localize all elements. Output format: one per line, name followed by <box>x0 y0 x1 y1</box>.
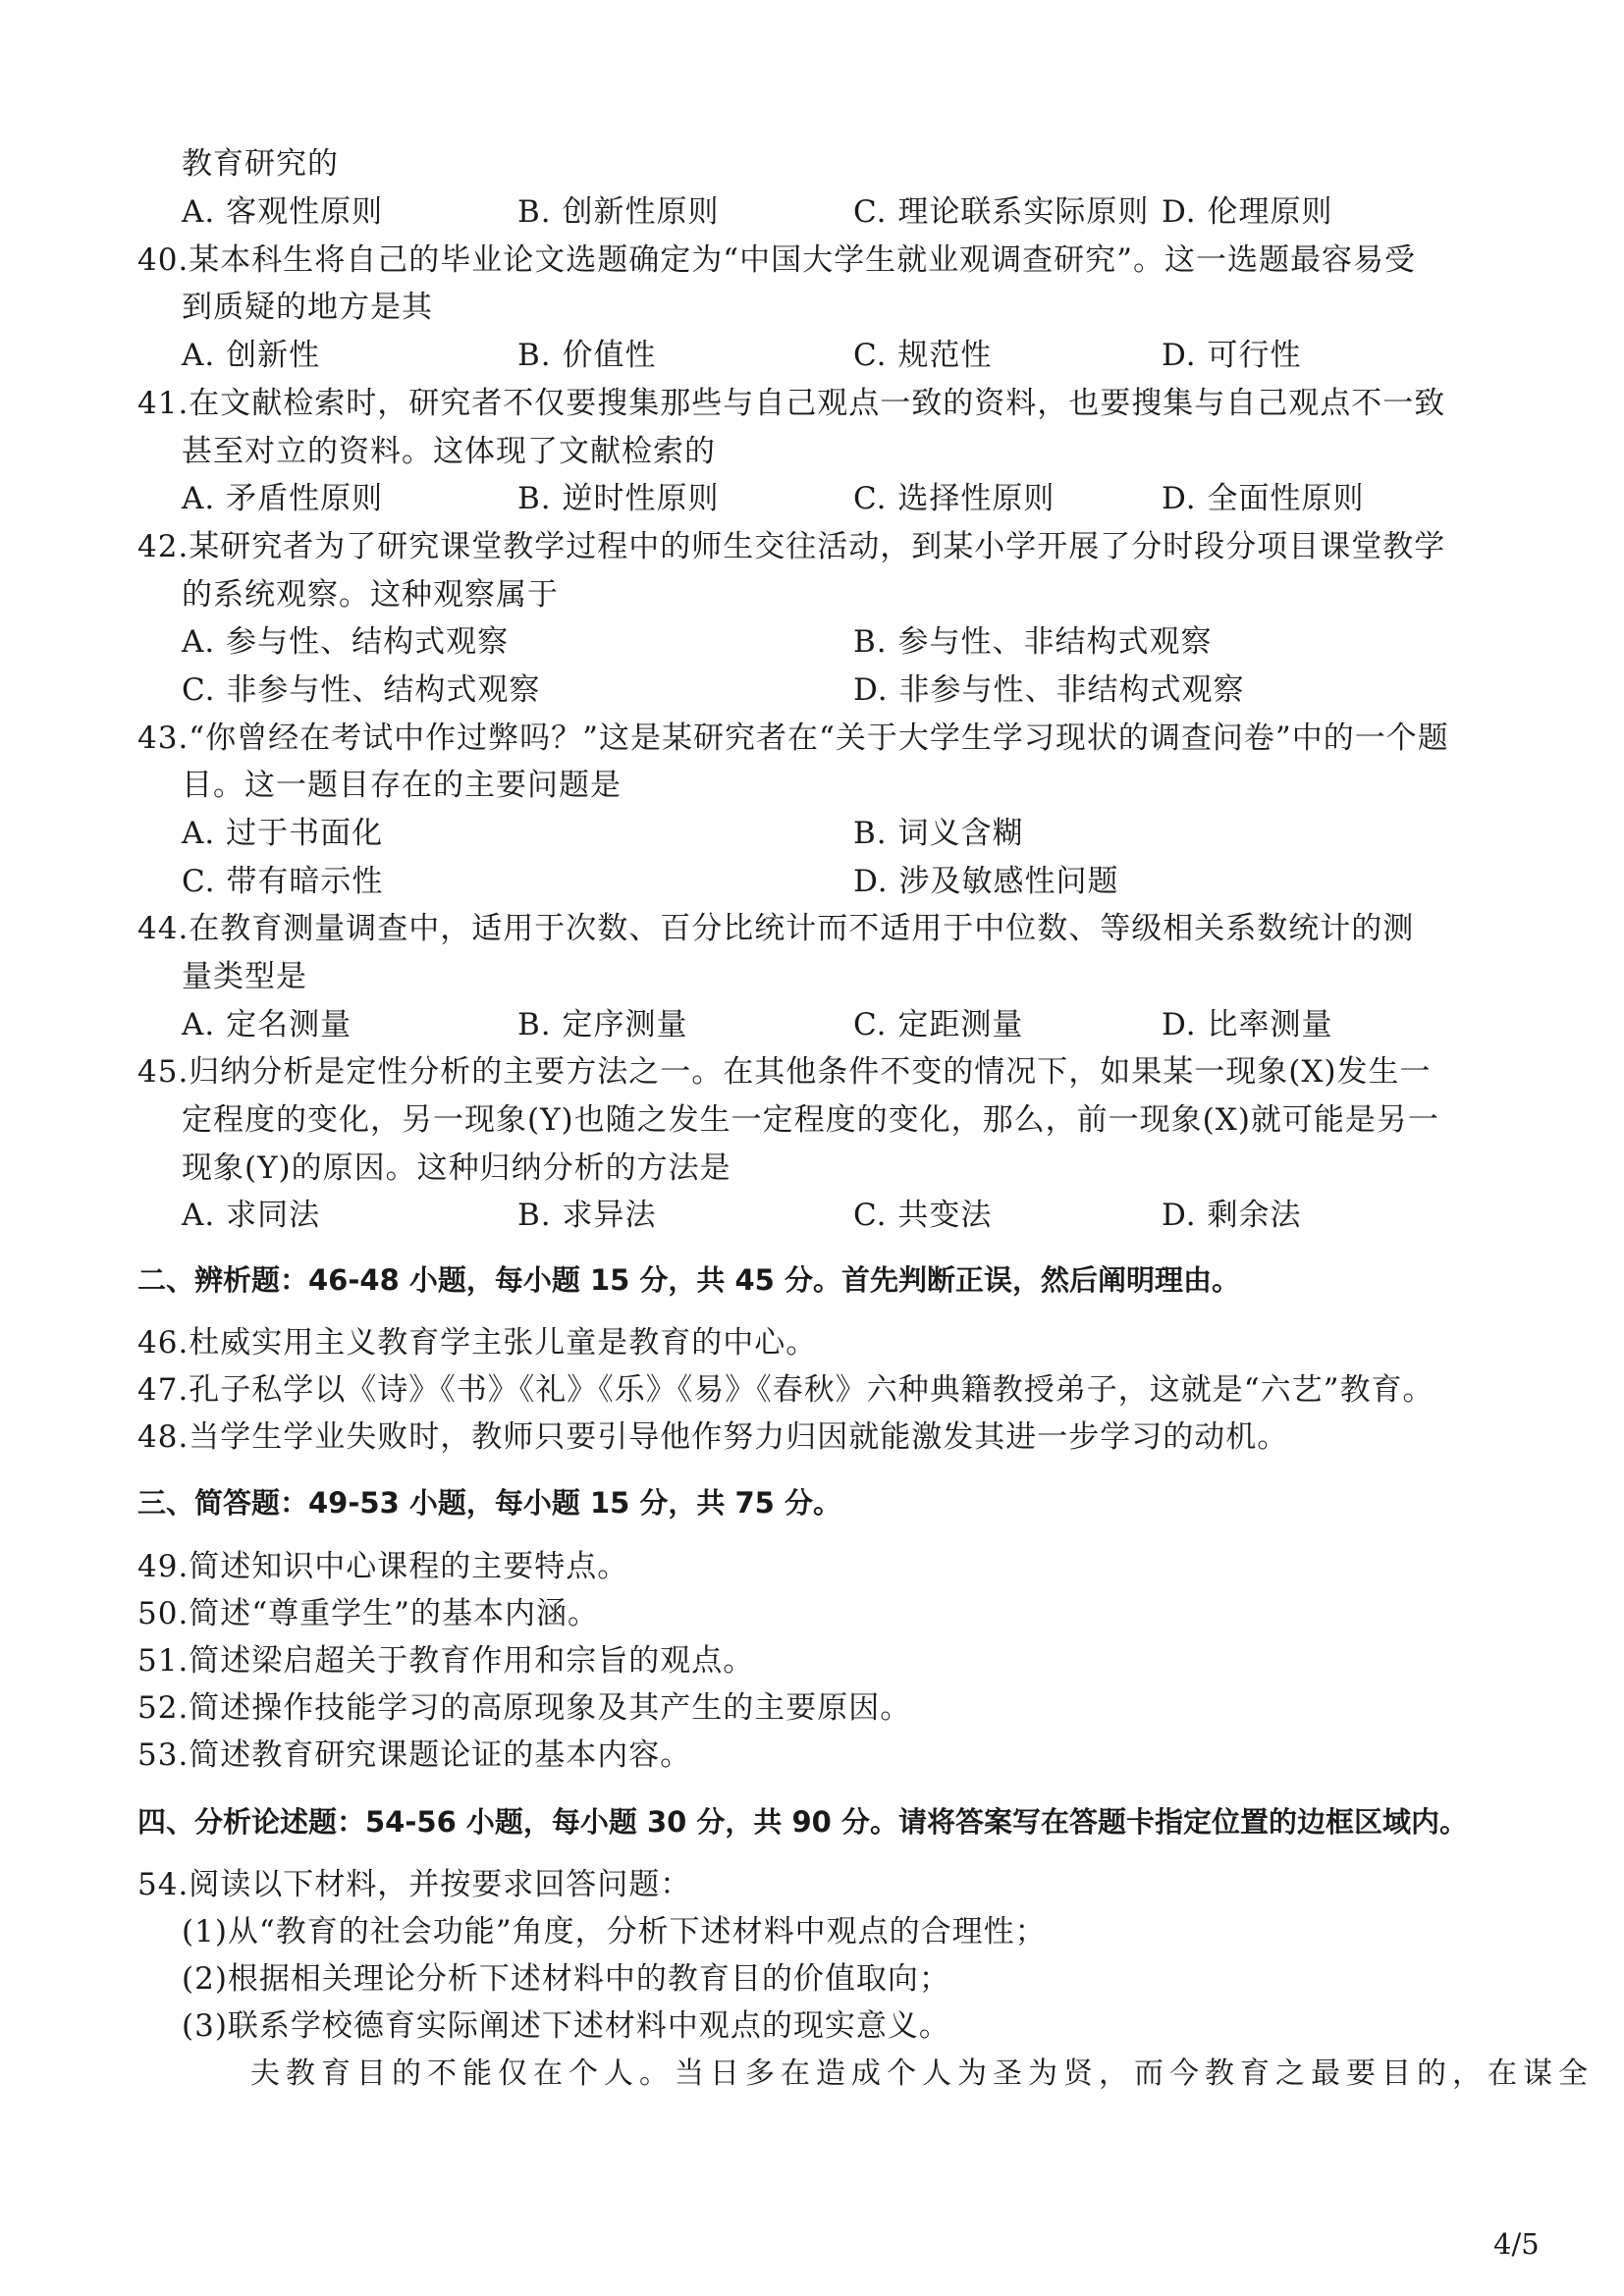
q54-part-3: (3)联系学校德育实际阐述下述材料中观点的现实意义。 <box>182 2008 950 2044</box>
q44-stem-line2: 量类型是 <box>182 959 307 994</box>
q43-option-b: B. 词义含糊 <box>853 816 1024 851</box>
q54-part-2: (2)根据相关理论分析下述材料中的教育目的价值取向； <box>182 1961 950 1997</box>
q42-stem-line2: 的系统观察。这种观察属于 <box>182 577 559 613</box>
q44-option-b: B. 定序测量 <box>517 1007 688 1042</box>
q39-stem-continuation: 教育研究的 <box>182 146 339 182</box>
q40-option-d: D. 可行性 <box>1162 338 1302 373</box>
q50-text: 50.简述“尊重学生”的基本内涵。 <box>137 1596 599 1631</box>
q45-option-c: C. 共变法 <box>853 1198 993 1233</box>
q43-option-c: C. 带有暗示性 <box>182 864 384 899</box>
q42-option-a: A. 参与性、结构式观察 <box>182 624 510 660</box>
q51-text: 51.简述梁启超关于教育作用和宗旨的观点。 <box>137 1643 755 1679</box>
q40-stem-line2: 到质疑的地方是其 <box>182 290 433 325</box>
q43-stem-line1: 43.“你曾经在考试中作过弊吗？”这是某研究者在“关于大学生学习现状的调查问卷”中的一个题 <box>137 721 1449 756</box>
q41-stem-line1: 41.在文献检索时，研究者不仅要搜集那些与自己观点一致的资料，也要搜集与自己观点不一致 <box>137 386 1446 421</box>
q41-stem-line2: 甚至对立的资料。这体现了文献检索的 <box>182 434 716 469</box>
q39-option-c: C. 理论联系实际原则 <box>853 194 1150 230</box>
q42-option-c: C. 非参与性、结构式观察 <box>182 672 541 708</box>
q44-option-d: D. 比率测量 <box>1162 1007 1333 1042</box>
section3-heading: 三、简答题：49-53 小题，每小题 15 分，共 75 分。 <box>137 1486 841 1520</box>
section2-heading: 二、辨析题：46-48 小题，每小题 15 分，共 45 分。首先判断正误，然后阐明理由。 <box>137 1263 1240 1297</box>
q40-option-c: C. 规范性 <box>853 338 993 373</box>
q45-option-b: B. 求异法 <box>517 1198 657 1233</box>
q45-option-d: D. 剩余法 <box>1162 1198 1302 1233</box>
q41-option-b: B. 逆时性原则 <box>517 481 720 516</box>
q54-part-1: (1)从“教育的社会功能”角度，分析下述材料中观点的合理性； <box>182 1914 1047 1949</box>
q43-option-a: A. 过于书面化 <box>182 816 384 851</box>
q54-material-excerpt: 夫教育目的不能仅在个人。当日多在造成个人为圣为贤，而今教育之最要目的，在谋全 <box>250 2056 1594 2091</box>
q42-option-b: B. 参与性、非结构式观察 <box>853 624 1213 660</box>
q48-text: 48.当学生学业失败时，教师只要引导他作努力归因就能激发其进一步学习的动机。 <box>137 1419 1289 1455</box>
q52-text: 52.简述操作技能学习的高原现象及其产生的主要原因。 <box>137 1690 912 1726</box>
q45-stem-line1: 45.归纳分析是定性分析的主要方法之一。在其他条件不变的情况下，如果某一现象(X)发生一 <box>137 1054 1432 1090</box>
page-number: 4/5 <box>1493 2227 1540 2261</box>
section4-heading: 四、分析论述题：54-56 小题，每小题 30 分，共 90 分。请将答案写在答题卡指定位置的边框区域内。 <box>137 1805 1468 1839</box>
q45-stem-line3: 现象(Y)的原因。这种归纳分析的方法是 <box>182 1150 731 1186</box>
q45-option-a: A. 求同法 <box>182 1198 321 1233</box>
q54-stem: 54.阅读以下材料，并按要求回答问题： <box>137 1867 692 1902</box>
q44-option-c: C. 定距测量 <box>853 1007 1024 1042</box>
q41-option-d: D. 全面性原则 <box>1162 481 1365 516</box>
q43-stem-line2: 目。这一题目存在的主要问题是 <box>182 768 622 803</box>
q49-text: 49.简述知识中心课程的主要特点。 <box>137 1549 629 1584</box>
q44-option-a: A. 定名测量 <box>182 1007 352 1042</box>
q39-option-d: D. 伦理原则 <box>1162 194 1333 230</box>
q42-stem-line1: 42.某研究者为了研究课堂教学过程中的师生交往活动，到某小学开展了分时段分项目课堂教学 <box>137 529 1446 564</box>
q45-stem-line2: 定程度的变化，另一现象(Y)也随之发生一定程度的变化，那么，前一现象(X)就可能是另一 <box>182 1102 1439 1138</box>
q40-stem-line1: 40.某本科生将自己的毕业论文选题确定为“中国大学生就业观调查研究”。这一选题最容易受 <box>137 242 1416 278</box>
q41-option-c: C. 选择性原则 <box>853 481 1056 516</box>
q43-option-d: D. 涉及敏感性问题 <box>853 864 1119 899</box>
q42-option-d: D. 非参与性、非结构式观察 <box>853 672 1245 708</box>
q46-text: 46.杜威实用主义教育学主张儿童是教育的中心。 <box>137 1325 818 1361</box>
q44-stem-line1: 44.在教育测量调查中，适用于次数、百分比统计而不适用于中位数、等级相关系数统计的测 <box>137 911 1415 946</box>
q40-option-a: A. 创新性 <box>182 338 321 373</box>
q39-option-b: B. 创新性原则 <box>517 194 720 230</box>
q40-option-b: B. 价值性 <box>517 338 657 373</box>
q41-option-a: A. 矛盾性原则 <box>182 481 384 516</box>
q53-text: 53.简述教育研究课题论证的基本内容。 <box>137 1737 692 1773</box>
q47-text: 47.孔子私学以《诗》《书》《礼》《乐》《易》《春秋》六种典籍教授弟子，这就是“六艺”教育。 <box>137 1372 1435 1408</box>
q39-option-a: A. 客观性原则 <box>182 194 384 230</box>
